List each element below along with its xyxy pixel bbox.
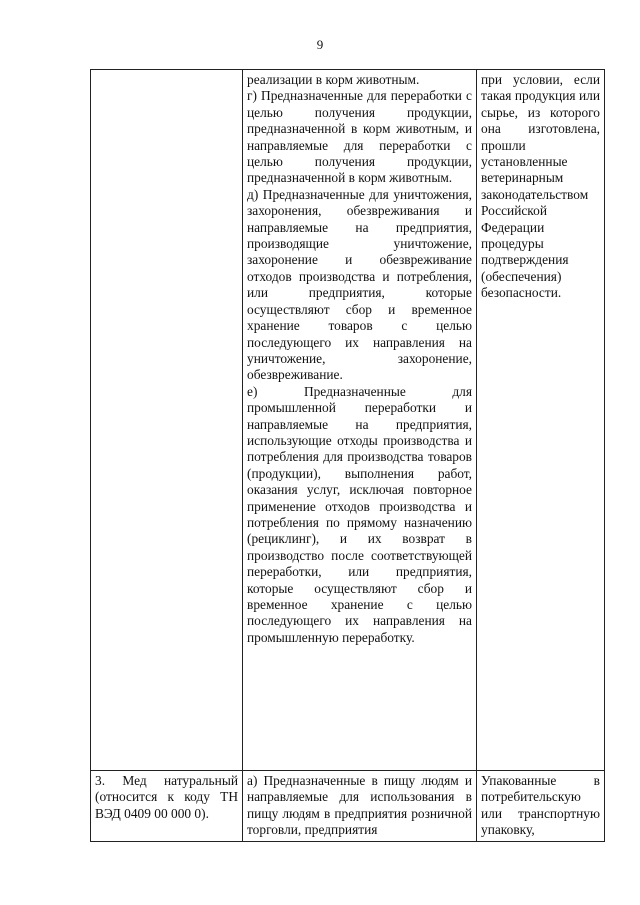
table-row xyxy=(91,771,605,842)
purpose-paragraph: г) Предназначенные для переработки с целью получения продукции, предназначенной в корм животным, и направляемые для переработки с целью получения продукции, предназначенной в корм животным. xyxy=(247,88,472,186)
table-row xyxy=(91,70,605,771)
product-cell: 3. Мед натуральный (относится к коду ТН ВЭД 0409 00 000 0). xyxy=(91,771,243,842)
purpose-paragraph: д) Предназначенные для уничтожения, захоронения, обезвреживания и направляемые на предприятия, производящие уничтожение, захоронение и обезвреживание отходов производства и потребления, или предприятия, которые осуществляют сбор и временное хранение товаров с целью последующего их направления на уничтожение, захоронение, обезвреживание. xyxy=(247,186,472,383)
purpose-cell xyxy=(243,771,477,842)
page-number: 9 xyxy=(316,37,324,52)
condition-cell: при условии, если такая продукция или сырье, из которого она изготовлена, прошли установленные ветеринарным законодательством Российской Федерации процедуры подтверждения (обеспечения) безопасности. xyxy=(477,70,605,771)
purpose-paragraph: реализации в корм животным. xyxy=(247,72,420,87)
product-cell xyxy=(91,70,243,771)
purpose-cell xyxy=(243,70,477,771)
purpose-paragraph: е) Предназначенные для промышленной переработки и направляемые на предприятия, использующие отходы производства и потребления для производства товаров (продукции), выполнения работ, оказания услуг, исключая повторное применение отходов производства и потребления по прямому назначению (рециклинг), и их возврат в производство после соответствующей переработки, или предприятия, которые осуществляют сбор и временное хранение с целью последующего их направления на промышленную переработку. xyxy=(247,383,472,645)
regulation-table xyxy=(90,69,605,842)
condition-cell: Упакованные в потребительскую или транспортную упаковку, xyxy=(477,771,605,842)
purpose-paragraph: а) Предназначенные в пищу людям и направляемые для использования в пищу людям в предприятия розничной торговли, предприятия xyxy=(247,773,472,838)
